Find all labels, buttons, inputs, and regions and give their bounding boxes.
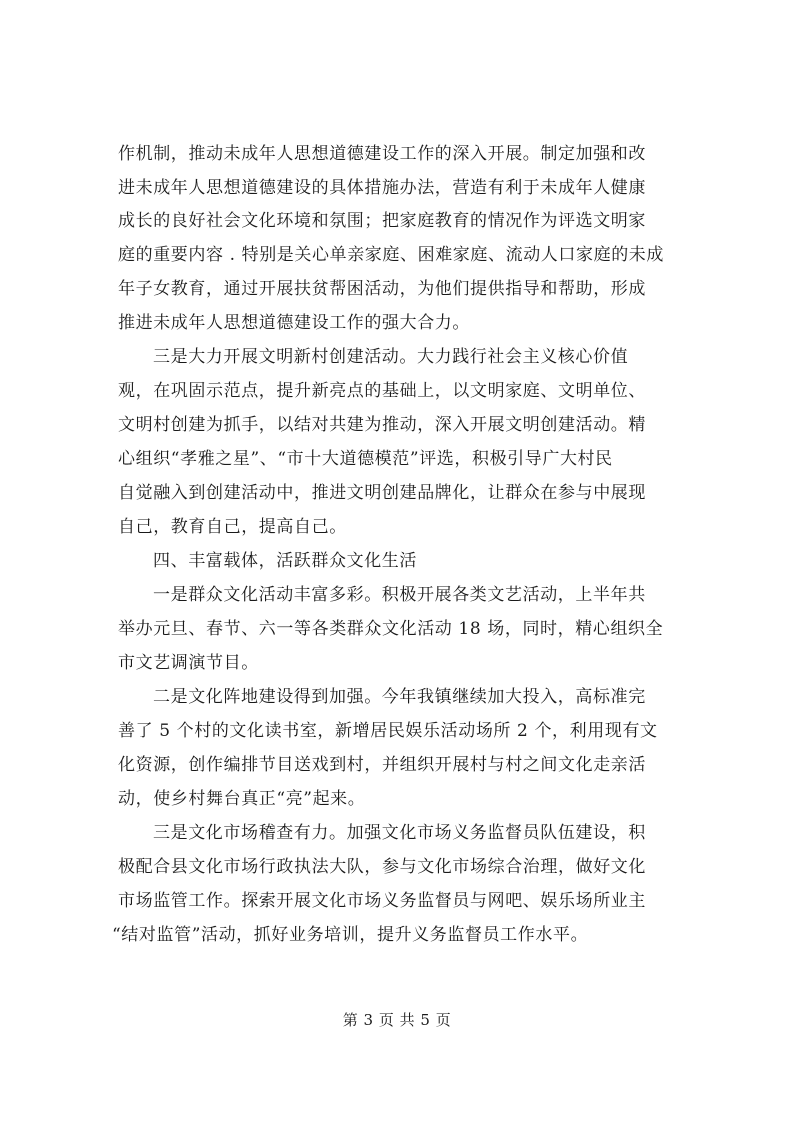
text-line-6: 推进未成年人思想道德建设工作的强大合力。 <box>118 313 470 333</box>
text-line-7: 三是大力开展文明新村创建活动。大力践行社会主义核心价值 <box>153 347 629 367</box>
text-line-14: 一是群众文化活动丰富多彩。积极开展各类文艺活动，上半年共 <box>153 585 646 605</box>
text-line-22: 极配合县文化市场行政执法大队，参与文化市场综合治理，做好文化 <box>118 857 646 877</box>
text-line-19: 化资源，创作编排节目送戏到村，并组织开展村与村之间文化走亲活 <box>118 755 646 775</box>
section-heading: 四、丰富载体，活跃群众文化生活 <box>153 551 417 571</box>
text-line-16: 市文艺调演节目。 <box>118 653 259 673</box>
text-line-11: 自觉融入到创建活动中，推进文明创建品牌化，让群众在参与中展现 <box>118 483 646 503</box>
text-line-20: 动，使乡村舞台真正“亮”起来。 <box>118 789 366 809</box>
text-line-12: 自己，教育自己，提高自己。 <box>118 517 347 537</box>
text-line-21: 三是文化市场稽查有力。加强文化市场义务监督员队伍建设，积 <box>153 823 646 843</box>
text-line-5: 年子女教育，通过开展扶贫帮困活动，为他们提供指导和帮助，形成 <box>118 279 646 299</box>
text-line-15: 举办元旦、春节、六一等各类群众文化活动 18 场，同时，精心组织全 <box>118 619 664 639</box>
page-number-footer: 第 3 页 共 5 页 <box>342 1011 452 1029</box>
text-line-18: 善了 5 个村的文化读书室，新增居民娱乐活动场所 2 个，利用现有文 <box>118 721 658 741</box>
text-line-1: 作机制，推动未成年人思想道德建设工作的深入开展。制定加强和改 <box>118 144 646 164</box>
text-line-17: 二是文化阵地建设得到加强。今年我镇继续加大投入，高标准完 <box>153 687 646 707</box>
text-line-3: 成长的良好社会文化环境和氛围；把家庭教育的情况作为评选文明家 <box>118 211 646 231</box>
text-line-23: 市场监管工作。探索开展文化市场义务监督员与网吧、娱乐场所业主 <box>118 891 646 911</box>
text-line-9: 文明村创建为抓手，以结对共建为推动，深入开展文明创建活动。精 <box>118 415 646 435</box>
text-line-8: 观，在巩固示范点，提升新亮点的基础上，以文明家庭、文明单位、 <box>118 381 646 401</box>
text-line-10: 心组织“孝雅之星”、“市十大道德模范”评选，积极引导广大村民 <box>118 449 613 469</box>
text-line-4: 庭的重要内容 . 特别是关心单亲家庭、困难家庭、流动人口家庭的未成 <box>118 245 665 265</box>
text-line-2: 进未成年人思想道德建设的具体措施办法，营造有利于未成年人健康 <box>118 178 646 198</box>
text-line-24: “结对监管”活动，抓好业务培训，提升义务监督员工作水平。 <box>112 925 589 945</box>
